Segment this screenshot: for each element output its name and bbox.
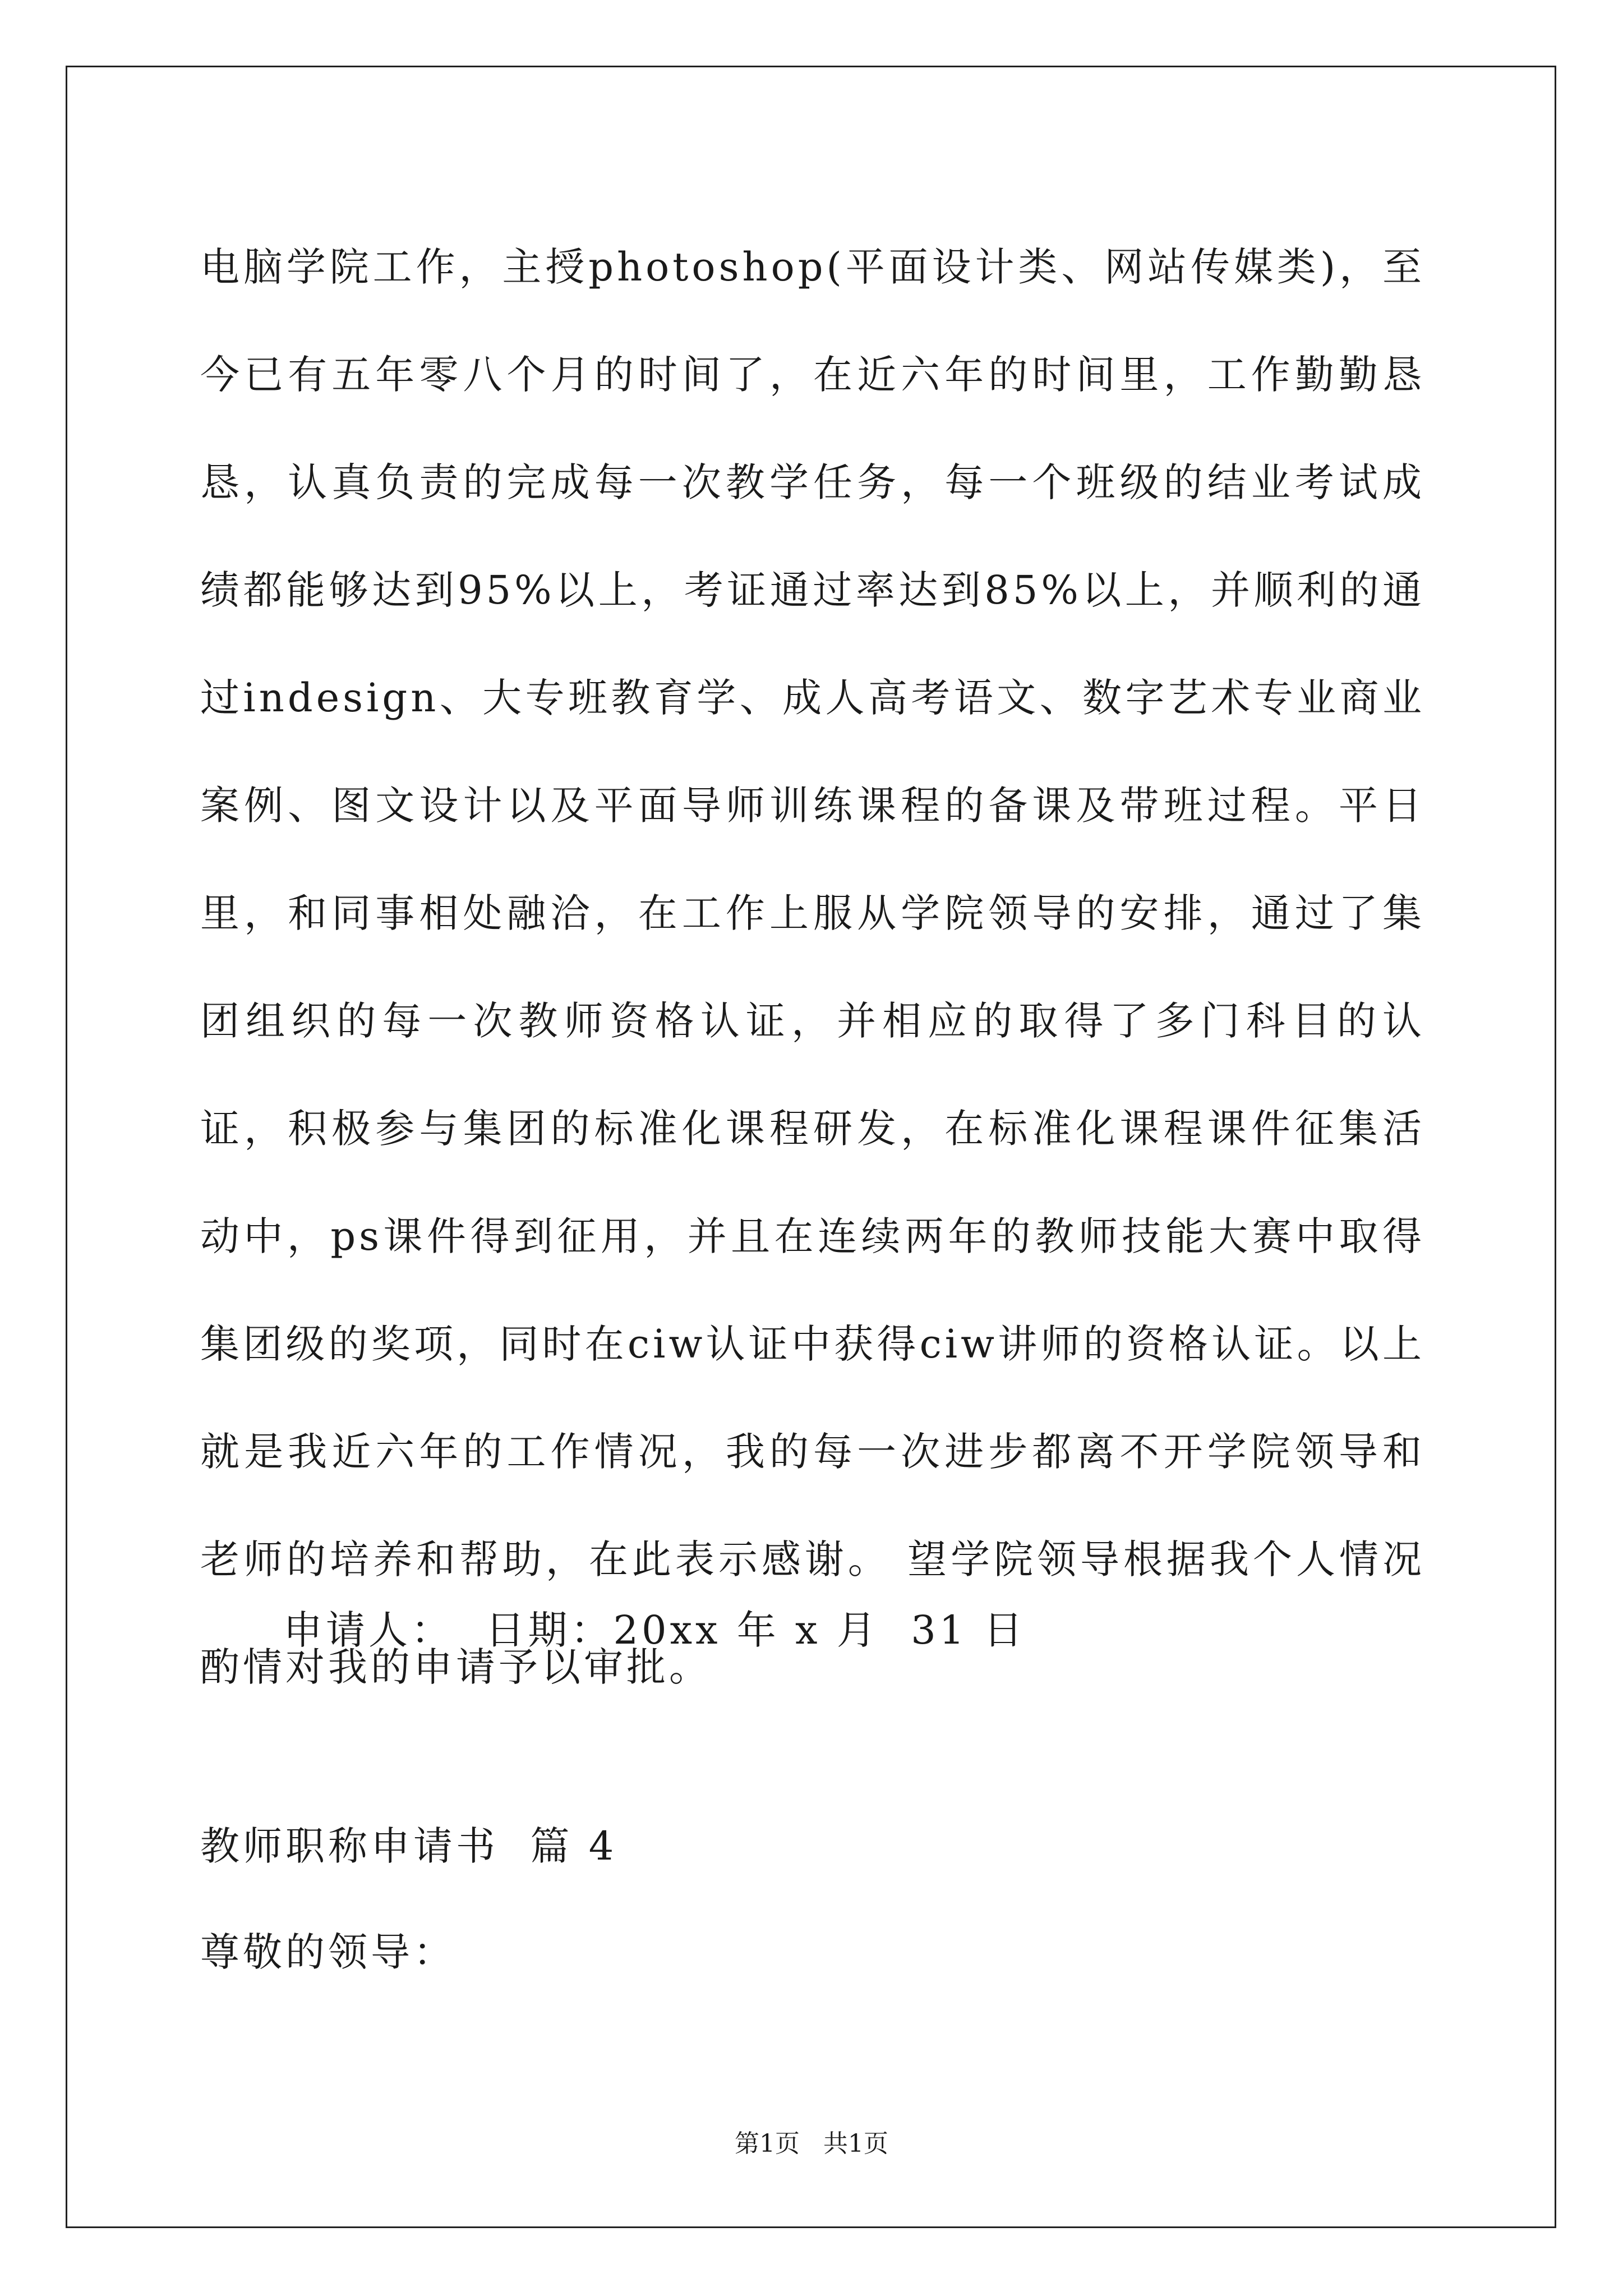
salutation: 尊敬的领导： (200, 1929, 456, 1975)
body-paragraph: 电脑学院工作，主授photoshop(平面设计类、网站传媒类)，至今已有五年零八个月的时间了，在近六年的时间里，工作勤勤恳恳，认真负责的完成每一次教学任务，每一个班级的结业考试成绩都能够达到95%以上，考证通过率达到85%以上，并顺利的通过indesign、大专班教育学、成人高考语文、数字艺术专业商业案例、图文设计以及平面导师训练课程的备课及带班过程。平日里，和同事相处融洽，在工作上服从学院领导的安排，通过了集团组织的每一次教师资格认证，并相应的取得了多门科目的认证，积极参与集团的标准化课程研发，在标准化课程课件征集活动中，ps课件得到征用，并且在连续两年的教师技能大赛中取得集团级的奖项，同时在ciw认证中获得ciw讲师的资格认证。以上就是我近六年的工作情况，我的每一次进步都离不开学院领导和老师的培养和帮助，在此表示感谢。 望学院领导根据我个人情况酌情对我的申请予以审批。 (200, 244, 1425, 1690)
signature-date-line: 申请人： 日期：20xx 年 x 月 31 日 (283, 1607, 1026, 1653)
section-heading: 教师职称申请书 篇 4 (200, 1823, 617, 1869)
page-footer: 第1页 共1页 (735, 2129, 888, 2158)
